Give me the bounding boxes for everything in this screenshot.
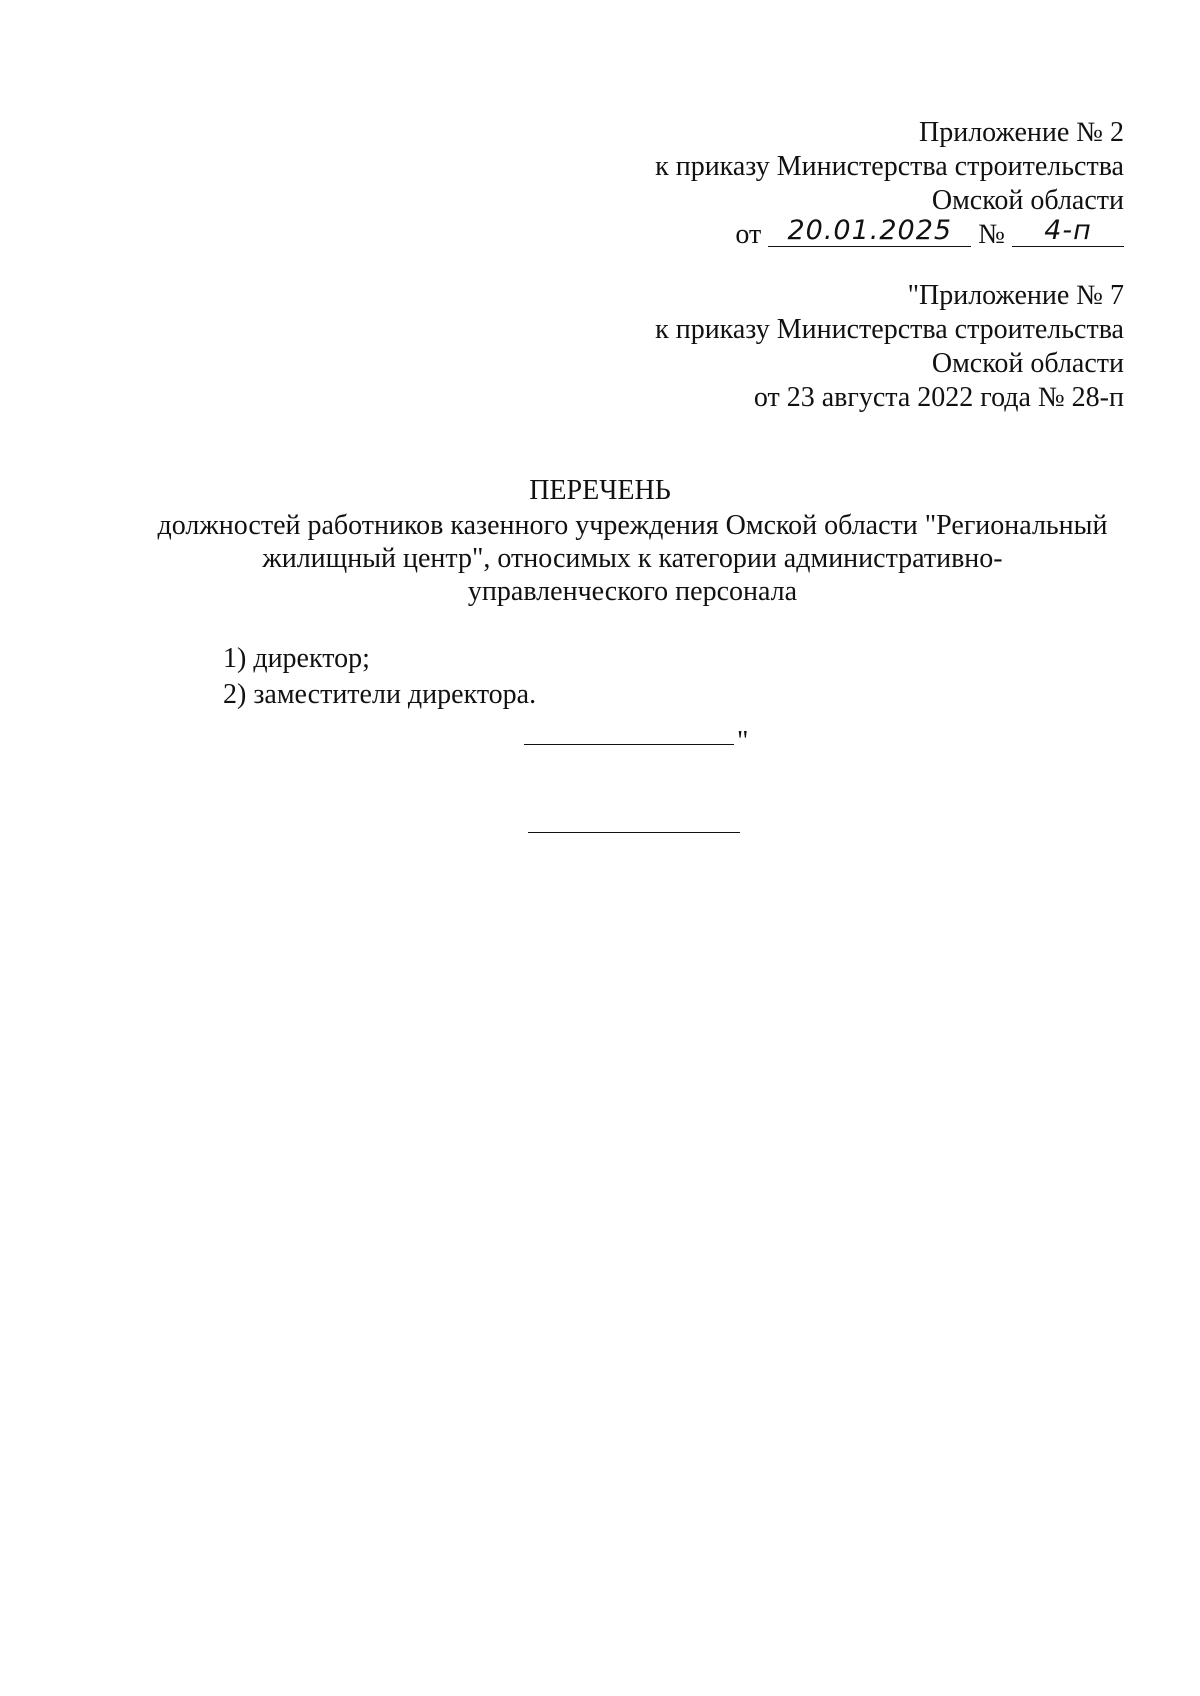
- appendix-7-order-ref: к приказу Министерства строительства: [655, 314, 1124, 345]
- number-prefix: №: [978, 219, 1005, 250]
- appendix-7-header: [655, 279, 1124, 415]
- appendix-7-date: от 23 августа 2022 года № 28-п: [753, 382, 1124, 413]
- list-item: 2) заместители директора.: [223, 679, 537, 710]
- handwritten-date: 20.01.2025: [787, 215, 953, 246]
- appendix-2-title: Приложение № 2: [919, 117, 1124, 148]
- date-prefix: от: [735, 219, 762, 250]
- appendix-2-region: Омской области: [931, 185, 1124, 216]
- positions-list: [223, 641, 536, 713]
- handwritten-date-field: [768, 215, 971, 247]
- list-item: 1) директор;: [223, 643, 370, 674]
- handwritten-number-field: [1012, 215, 1124, 247]
- document-title: ПЕРЕЧЕНЬ: [529, 475, 671, 506]
- document-subtitle: [140, 509, 1125, 608]
- handwritten-number: 4-п: [1044, 215, 1092, 246]
- subtitle-line-2: жилищный центр", относимых к категории административно-: [262, 543, 1003, 574]
- appendix-2-date-row: [655, 215, 1124, 252]
- appendix-7-region: Омской области: [931, 348, 1124, 379]
- subtitle-line-1: должностей работников казенного учреждения Омской области "Региональный: [157, 510, 1108, 541]
- appendix-2-order-ref: к приказу Министерства строительства: [655, 151, 1124, 182]
- closing-separator-line: [524, 744, 734, 745]
- appendix-7-title: "Приложение № 7: [907, 280, 1124, 311]
- appendix-2-header: [655, 116, 1124, 252]
- subtitle-line-3: управленческого персонала: [467, 576, 798, 607]
- closing-quote-mark: ": [737, 726, 749, 757]
- end-separator-line: [528, 832, 740, 833]
